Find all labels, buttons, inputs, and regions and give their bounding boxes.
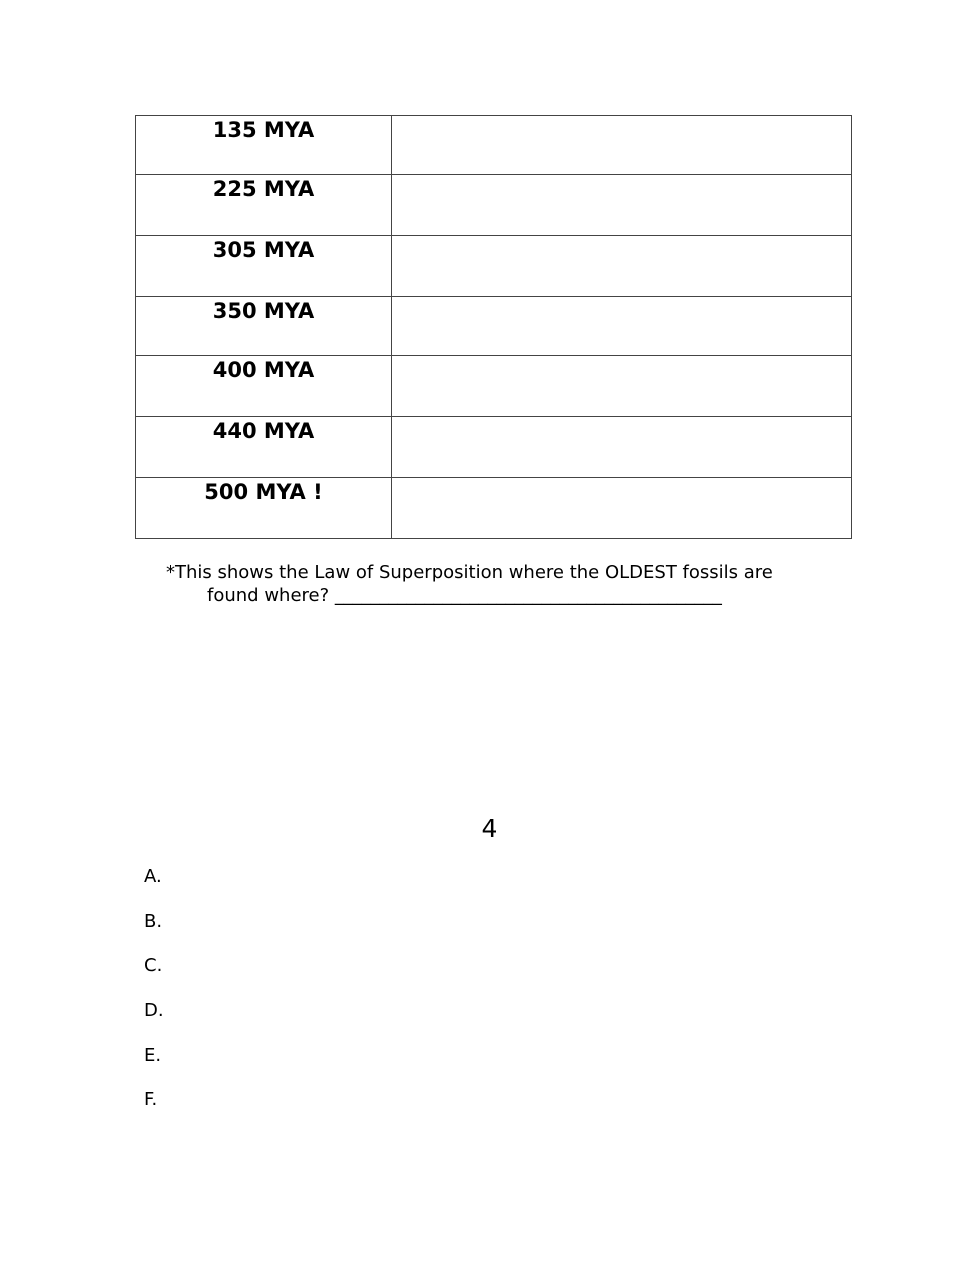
- list-item: B.: [144, 910, 163, 932]
- time-cell: 135 MYA: [136, 116, 392, 175]
- answer-cell: [392, 478, 852, 539]
- table-row: [136, 478, 852, 539]
- answer-cell: [392, 175, 852, 236]
- time-cell: 350 MYA: [136, 297, 392, 356]
- answer-cell: [392, 236, 852, 297]
- answer-cell: [392, 116, 852, 175]
- question-line-2: found where? ___________________________________________: [207, 585, 722, 606]
- time-cell: 440 MYA: [136, 417, 392, 478]
- table-row: [136, 236, 852, 297]
- answer-letter-list: [144, 866, 164, 1134]
- time-cell: 305 MYA: [136, 236, 392, 297]
- time-period-table: [135, 115, 852, 539]
- question-line-1: *This shows the Law of Superposition where the OLDEST fossils are: [166, 562, 773, 583]
- answer-cell: [392, 356, 852, 417]
- time-cell: 500 MYA !: [136, 478, 392, 539]
- time-cell: 400 MYA: [136, 356, 392, 417]
- table-row: [136, 175, 852, 236]
- time-period-table-body: [136, 116, 852, 539]
- superposition-question: [166, 561, 866, 607]
- table-row: [136, 417, 852, 478]
- table-row: [136, 356, 852, 417]
- answer-cell: [392, 417, 852, 478]
- table-row: [136, 297, 852, 356]
- table-row: [136, 116, 852, 175]
- list-item: A.: [144, 866, 162, 887]
- list-item: E.: [144, 1044, 162, 1066]
- page-number: 4: [481, 814, 498, 843]
- list-item: F.: [144, 1089, 158, 1111]
- answer-cell: [392, 297, 852, 356]
- list-item: C.: [144, 955, 163, 977]
- time-cell: 225 MYA: [136, 175, 392, 236]
- list-item: D.: [144, 1000, 164, 1022]
